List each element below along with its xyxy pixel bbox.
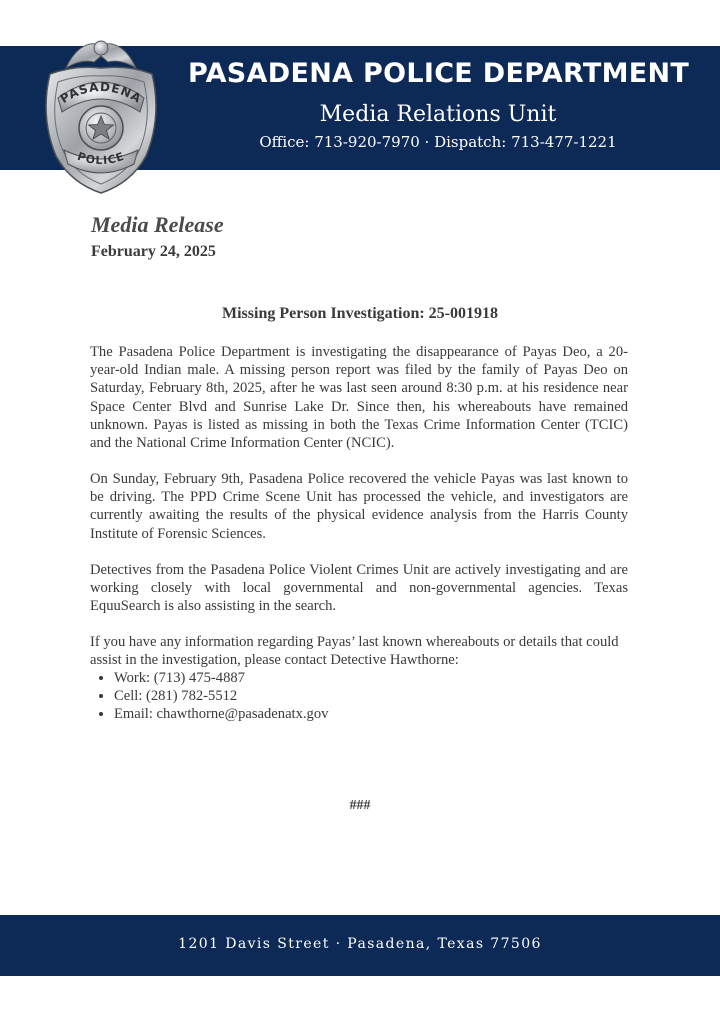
unit-name: Media Relations Unit xyxy=(319,102,557,127)
badge-top-text: PASADENA xyxy=(57,79,145,107)
release-date: February 24, 2025 xyxy=(91,243,216,260)
badge-bottom-text: POLICE xyxy=(75,149,127,168)
contact-email[interactable]: • Email: chawthorne@pasadenatx.gov xyxy=(114,705,328,723)
contact-list xyxy=(96,669,328,724)
body-paragraph-3: Detectives from the Pasadena Police Violent Crimes Unit are actively investigating and are working closely with local governmental and non-governmental agencies. Texas EquuSearch is also assisting in the search. xyxy=(90,562,628,615)
body-paragraph-1: The Pasadena Police Department is investigating the disappearance of Payas Deo, a 20-year-old Indian male. A missing person report was filed by the family of Payas Deo on Saturday, February 8th, 2025, after he was last seen around 8:30 p.m. at his residence near Space Center Blvd and Sunrise Lake Dr. Since then, his whereabouts have remained unknown. Payas is listed as missing in both the Texas Crime Information Center (TCIC) and the National Crime Information Center (NCIC). xyxy=(90,344,628,452)
contact-work: • Work: (713) 475-4887 xyxy=(114,669,328,687)
end-mark: ### xyxy=(349,798,371,813)
contact-phones: Office: 713-920-7970 · Dispatch: 713-477-1221 xyxy=(259,133,617,151)
body-paragraph-4: If you have any information regarding Payas’ last known whereabouts or details that could assist in the investigation, please contact Detective Hawthorne: xyxy=(90,634,619,669)
department-name: PASADENA POLICE DEPARTMENT xyxy=(188,58,690,89)
footer-address: 1201 Davis Street · Pasadena, Texas 77506 xyxy=(178,936,542,952)
release-label: Media Release xyxy=(91,212,224,237)
release-headline: Missing Person Investigation: 25-001918 xyxy=(222,305,498,322)
body-paragraph-2: On Sunday, February 9th, Pasadena Police recovered the vehicle Payas was last known to be driving. The PPD Crime Scene Unit has processed the vehicle, and investigators are currently awaiting the results of the physical evidence analysis from the Harris County Institute of Forensic Sciences. xyxy=(90,471,628,542)
police-badge-logo xyxy=(36,28,166,198)
contact-cell: • Cell: (281) 782-5512 xyxy=(114,687,328,705)
